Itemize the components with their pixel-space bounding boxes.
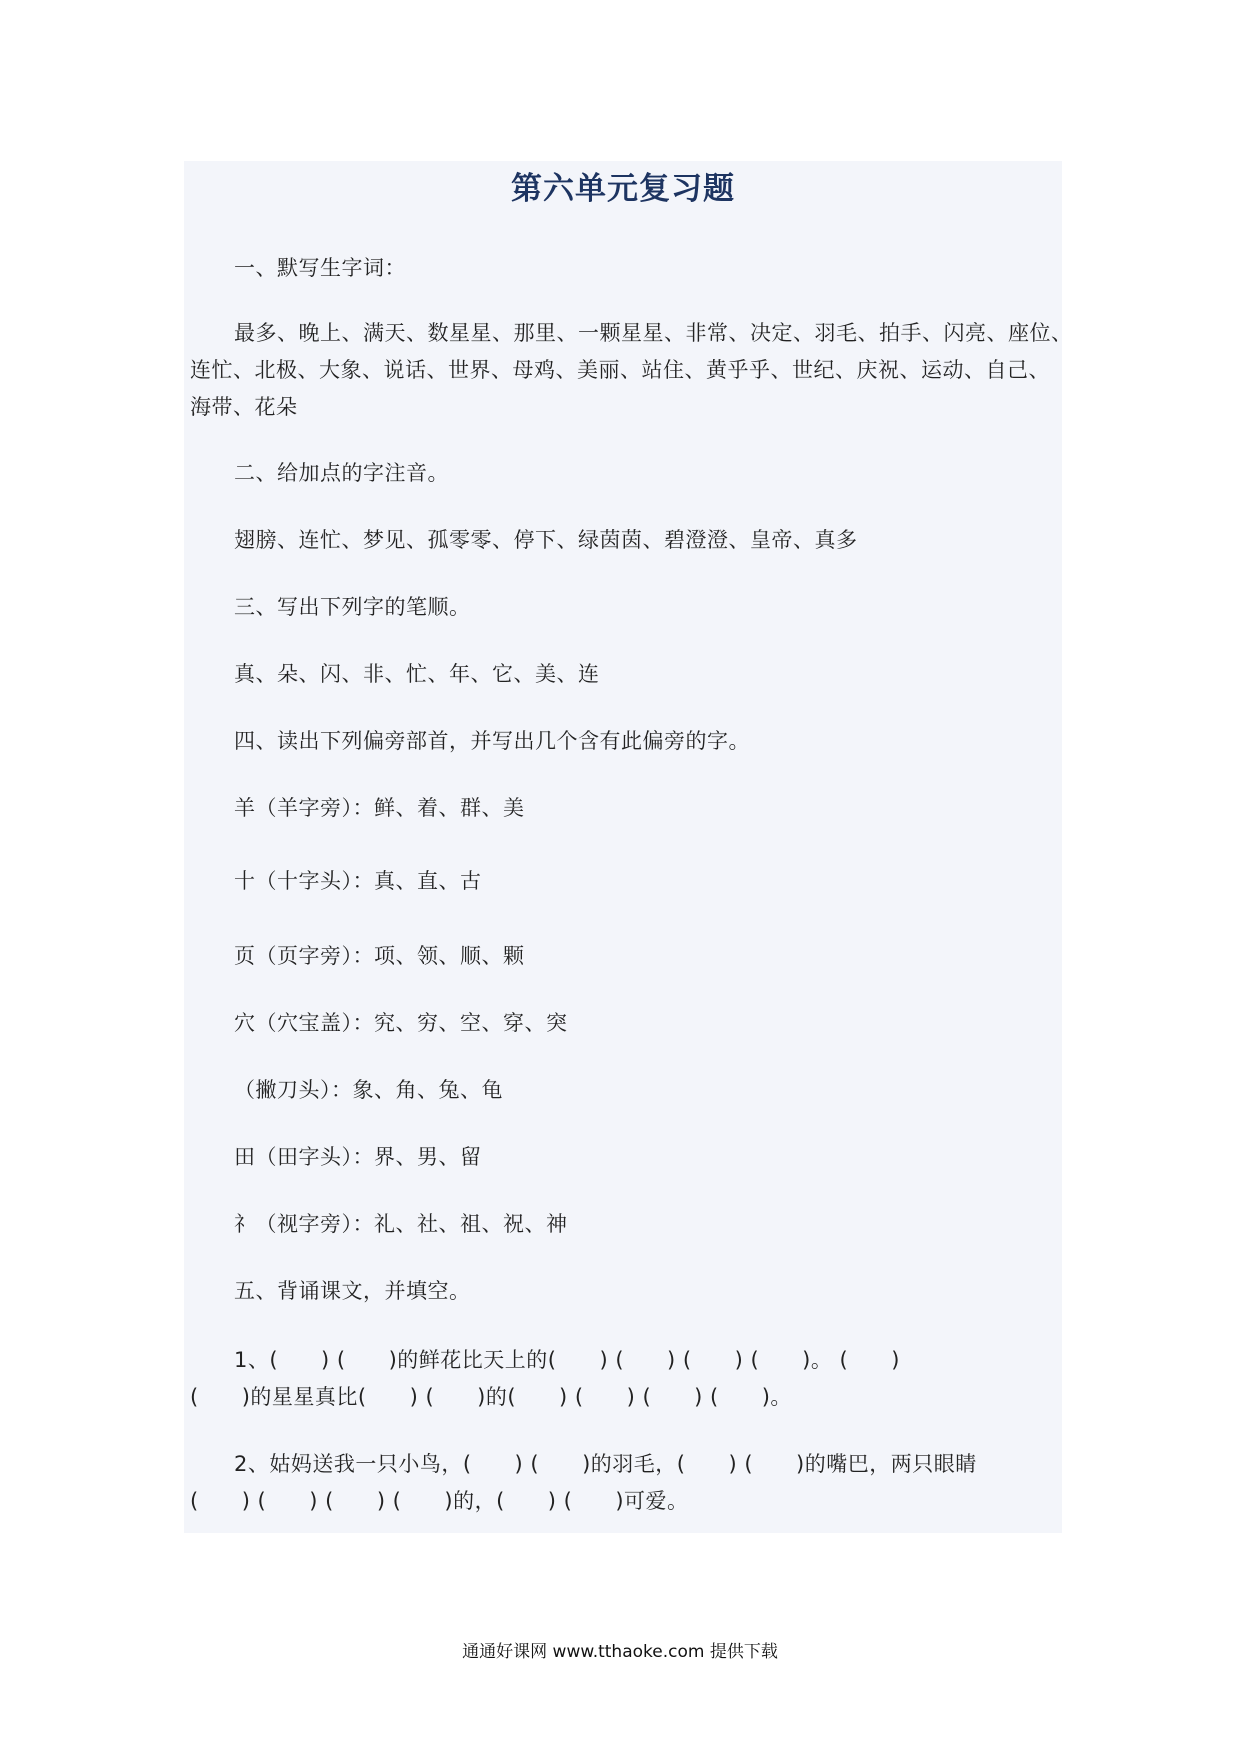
radical-item: 田（田字头）：界、男、留 — [234, 1145, 482, 1169]
radical-item: 十（十字头）：真、直、古 — [234, 869, 482, 893]
footer-credit: 通通好课网 www.tthaoke.com 提供下载 — [462, 1642, 778, 1662]
radical-item: 礻（视字旁）：礼、社、祖、祝、神 — [234, 1212, 568, 1236]
section-1-line: 连忙、北极、大象、说话、世界、母鸡、美丽、站住、黄乎乎、世纪、庆祝、运动、自己、 — [190, 358, 1050, 382]
section-3-heading: 三、写出下列字的笔顺。 — [234, 595, 471, 619]
section-2-content: 翅膀、连忙、梦见、孤零零、停下、绿茵茵、碧澄澄、皇帝、真多 — [234, 528, 858, 552]
section-1-line: 最多、晚上、满天、数星星、那里、一颗星星、非常、决定、羽毛、拍手、闪亮、座位、 — [234, 321, 1073, 345]
section-5-heading: 五、背诵课文，并填空。 — [234, 1279, 471, 1303]
radical-item: 页（页字旁）：项、领、顺、颗 — [234, 944, 525, 968]
page-title: 第六单元复习题 — [511, 171, 735, 207]
section-2-heading: 二、给加点的字注音。 — [234, 461, 449, 485]
fill-blank-line: ( )的星星真比( ) ( )的( ) ( ) ( ) ( )。 — [190, 1385, 792, 1409]
section-1-line: 海带、花朵 — [190, 395, 298, 419]
section-3-content: 真、朵、闪、非、忙、年、它、美、连 — [234, 662, 600, 686]
radical-item: （撇刀头）：象、角、兔、龟 — [234, 1078, 503, 1102]
fill-blank-line: 1、( ) ( )的鲜花比天上的( ) ( ) ( ) ( )。 ( ) — [234, 1348, 900, 1372]
radical-item: 穴（穴宝盖）：究、穷、空、穿、突 — [234, 1011, 568, 1035]
section-1-heading: 一、默写生字词： — [234, 256, 406, 280]
fill-blank-line: 2、姑妈送我一只小鸟，( ) ( )的羽毛，( ) ( )的嘴巴，两只眼睛 — [234, 1452, 977, 1476]
fill-blank-line: ( ) ( ) ( ) ( )的，( ) ( )可爱。 — [190, 1489, 689, 1513]
radical-item: 羊（羊字旁）：鲜、着、群、美 — [234, 796, 525, 820]
section-4-heading: 四、读出下列偏旁部首，并写出几个含有此偏旁的字。 — [234, 729, 750, 753]
